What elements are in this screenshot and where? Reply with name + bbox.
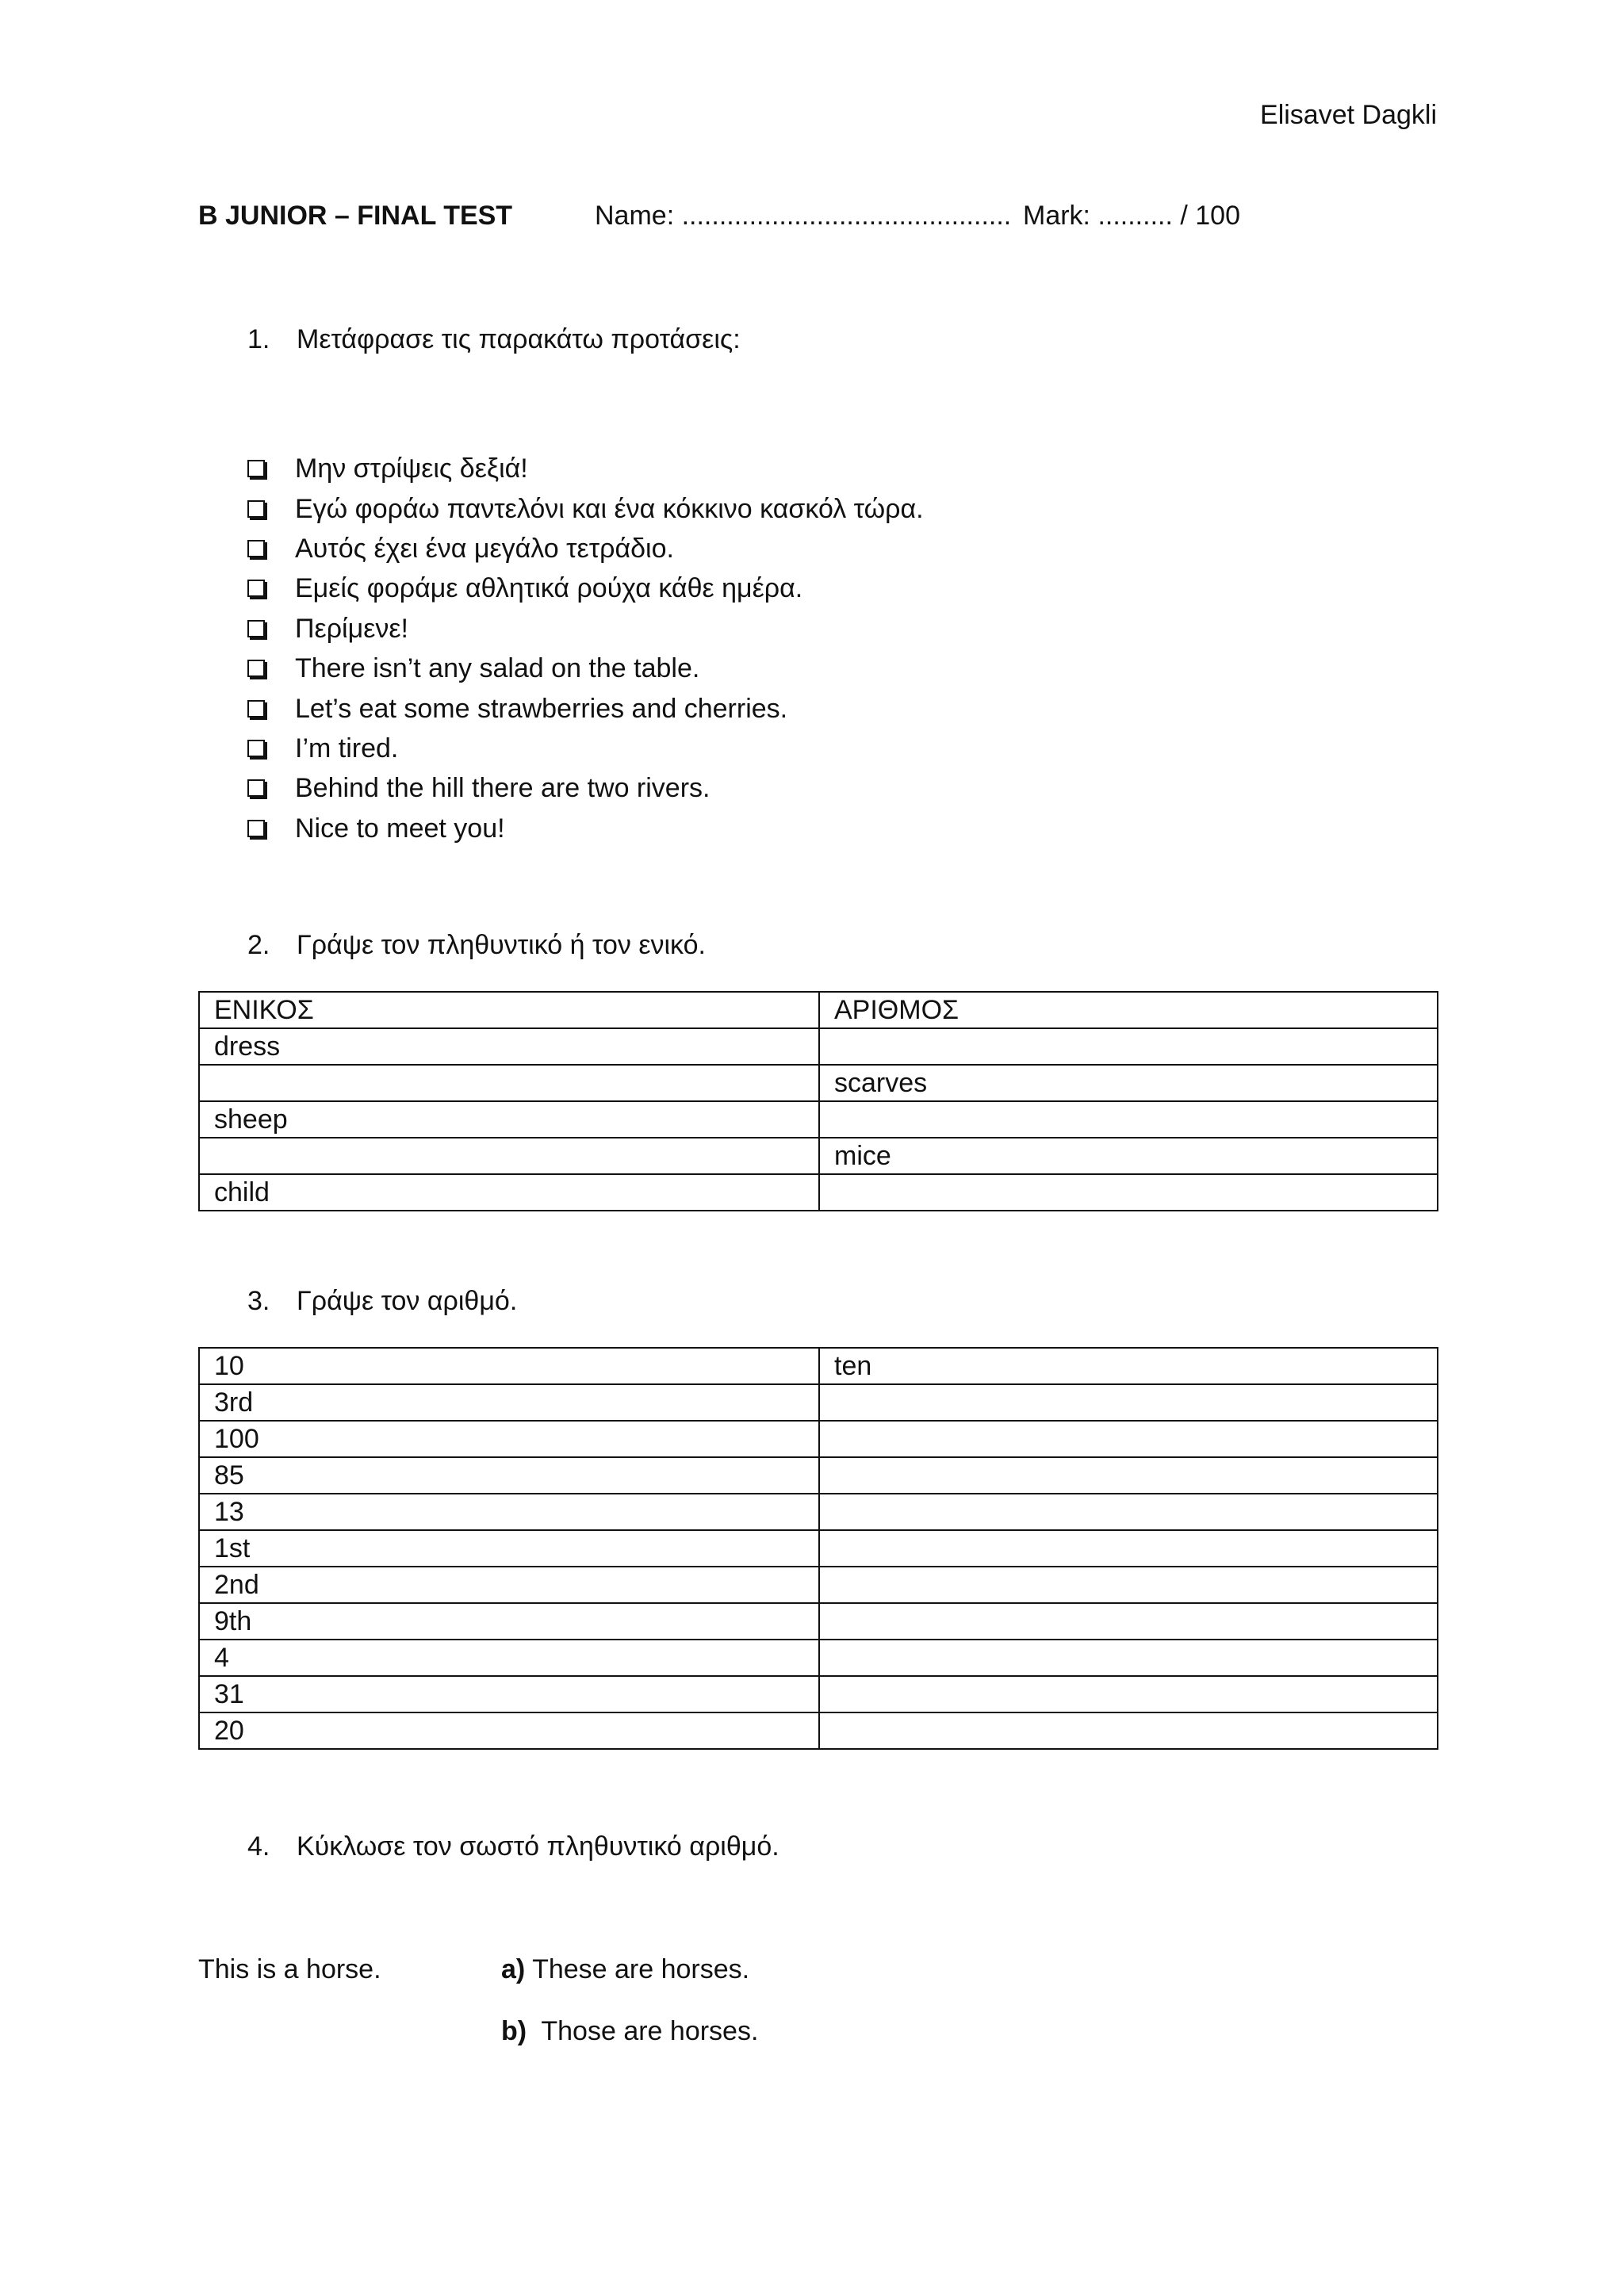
checkbox-icon bbox=[247, 700, 265, 718]
checkbox-icon bbox=[247, 580, 265, 597]
table-row bbox=[199, 1567, 1438, 1603]
table-cell[interactable] bbox=[819, 1603, 1438, 1640]
checkbox-icon bbox=[247, 620, 265, 637]
list-item-text: Nice to meet you! bbox=[295, 813, 505, 844]
singular-plural-table bbox=[198, 991, 1438, 1211]
table-cell[interactable] bbox=[819, 1640, 1438, 1676]
list-item-text: Αυτός έχει ένα μεγάλο τετράδιο. bbox=[295, 533, 674, 564]
question-3-instruction: Γράψε τον αριθμό. bbox=[297, 1286, 518, 1316]
checkbox-icon bbox=[247, 540, 265, 557]
question-1-heading bbox=[247, 324, 741, 355]
list-item bbox=[247, 729, 924, 768]
table-cell: 85 bbox=[199, 1457, 819, 1494]
question-3-heading bbox=[247, 1286, 517, 1317]
table-cell[interactable] bbox=[819, 1712, 1438, 1749]
checkbox-icon bbox=[247, 779, 265, 797]
list-item bbox=[247, 529, 924, 568]
option-a-text: These are horses. bbox=[532, 1954, 750, 1984]
option-b[interactable] bbox=[501, 2016, 758, 2047]
checkbox-icon bbox=[247, 660, 265, 677]
list-item bbox=[247, 449, 924, 488]
name-field-label: Name: ............................................ bbox=[595, 201, 1012, 231]
table-cell[interactable] bbox=[819, 1384, 1438, 1421]
table-cell[interactable]: ten bbox=[819, 1348, 1438, 1384]
table-header-row bbox=[199, 992, 1438, 1028]
table-row bbox=[199, 1603, 1438, 1640]
table-cell: 13 bbox=[199, 1494, 819, 1530]
table-row bbox=[199, 1384, 1438, 1421]
table-row bbox=[199, 1640, 1438, 1676]
table-row bbox=[199, 1421, 1438, 1457]
table-cell[interactable]: mice bbox=[819, 1138, 1438, 1174]
table-cell[interactable]: scarves bbox=[819, 1065, 1438, 1101]
question-2-number: 2. bbox=[247, 930, 270, 960]
list-item bbox=[247, 809, 924, 848]
question-4-number: 4. bbox=[247, 1831, 270, 1862]
table-header-cell: ΑΡΙΘΜΟΣ bbox=[819, 992, 1438, 1028]
question-1-number: 1. bbox=[247, 324, 270, 354]
question-4-heading bbox=[247, 1831, 779, 1862]
table-cell[interactable] bbox=[819, 1028, 1438, 1065]
list-item-text: Περίμενε! bbox=[295, 613, 408, 644]
list-item-text: Behind the hill there are two rivers. bbox=[295, 773, 710, 804]
test-title: B JUNIOR – FINAL TEST bbox=[198, 201, 513, 231]
table-cell[interactable] bbox=[199, 1138, 819, 1174]
table-row bbox=[199, 1174, 1438, 1211]
test-header bbox=[198, 201, 1435, 235]
list-item-text: Let’s eat some strawberries and cherries. bbox=[295, 693, 788, 724]
option-b-text: Those are horses. bbox=[541, 2016, 759, 2046]
question-2-instruction: Γράψε τον πληθυντικό ή τον ενικό. bbox=[297, 930, 706, 960]
question-1-instruction: Μετάφρασε τις παρακάτω προτάσεις: bbox=[297, 324, 741, 354]
table-cell: 100 bbox=[199, 1421, 819, 1457]
table-row bbox=[199, 1348, 1438, 1384]
table-row bbox=[199, 1530, 1438, 1567]
checkbox-icon bbox=[247, 460, 265, 477]
question-4-prompt: This is a horse. bbox=[198, 1954, 381, 1984]
table-row bbox=[199, 1676, 1438, 1712]
table-cell[interactable] bbox=[819, 1101, 1438, 1138]
list-item-text: There isn’t any salad on the table. bbox=[295, 653, 700, 684]
table-row bbox=[199, 1138, 1438, 1174]
table-row bbox=[199, 1101, 1438, 1138]
list-item bbox=[247, 768, 924, 808]
option-a-letter: a) bbox=[501, 1954, 526, 1984]
checkbox-icon bbox=[247, 740, 265, 757]
question-4-instruction: Κύκλωσε τον σωστό πληθυντικό αριθμό. bbox=[297, 1831, 779, 1862]
list-item-text: I’m tired. bbox=[295, 733, 399, 763]
list-item-text: Μην στρίψεις δεξιά! bbox=[295, 453, 528, 484]
table-row bbox=[199, 1065, 1438, 1101]
table-cell: 20 bbox=[199, 1712, 819, 1749]
table-cell[interactable]: dress bbox=[199, 1028, 819, 1065]
table-header-cell: ΕΝΙΚΟΣ bbox=[199, 992, 819, 1028]
table-cell: 9th bbox=[199, 1603, 819, 1640]
author-name: Elisavet Dagkli bbox=[1260, 100, 1437, 130]
list-item bbox=[247, 568, 924, 608]
table-cell: 3rd bbox=[199, 1384, 819, 1421]
table-cell[interactable] bbox=[819, 1567, 1438, 1603]
table-row bbox=[199, 1457, 1438, 1494]
table-cell: 10 bbox=[199, 1348, 819, 1384]
list-item-text: Εμείς φοράμε αθλητικά ρούχα κάθε ημέρα. bbox=[295, 573, 803, 604]
table-cell[interactable] bbox=[819, 1421, 1438, 1457]
table-row bbox=[199, 1028, 1438, 1065]
checkbox-icon bbox=[247, 820, 265, 837]
mark-field-label: Mark: .......... / 100 bbox=[1023, 201, 1240, 231]
list-item bbox=[247, 688, 924, 728]
table-cell[interactable] bbox=[819, 1676, 1438, 1712]
question-1-checklist bbox=[247, 449, 924, 848]
option-a[interactable] bbox=[501, 1954, 749, 1985]
option-b-letter: b) bbox=[501, 2016, 527, 2046]
list-item-text: Εγώ φοράω παντελόνι και ένα κόκκινο κασκόλ τώρα. bbox=[295, 493, 924, 524]
table-cell[interactable] bbox=[819, 1494, 1438, 1530]
table-cell[interactable] bbox=[819, 1530, 1438, 1567]
table-cell: 1st bbox=[199, 1530, 819, 1567]
table-cell[interactable] bbox=[199, 1065, 819, 1101]
table-cell[interactable]: child bbox=[199, 1174, 819, 1211]
table-cell: 4 bbox=[199, 1640, 819, 1676]
list-item bbox=[247, 488, 924, 528]
table-row bbox=[199, 1712, 1438, 1749]
table-cell[interactable] bbox=[819, 1174, 1438, 1211]
question-2-heading bbox=[247, 930, 706, 961]
checkbox-icon bbox=[247, 500, 265, 518]
numbers-table bbox=[198, 1347, 1438, 1750]
list-item bbox=[247, 609, 924, 649]
table-cell: 31 bbox=[199, 1676, 819, 1712]
table-cell: 2nd bbox=[199, 1567, 819, 1603]
list-item bbox=[247, 649, 924, 688]
question-3-number: 3. bbox=[247, 1286, 270, 1316]
table-row bbox=[199, 1494, 1438, 1530]
table-cell[interactable]: sheep bbox=[199, 1101, 819, 1138]
table-cell[interactable] bbox=[819, 1457, 1438, 1494]
